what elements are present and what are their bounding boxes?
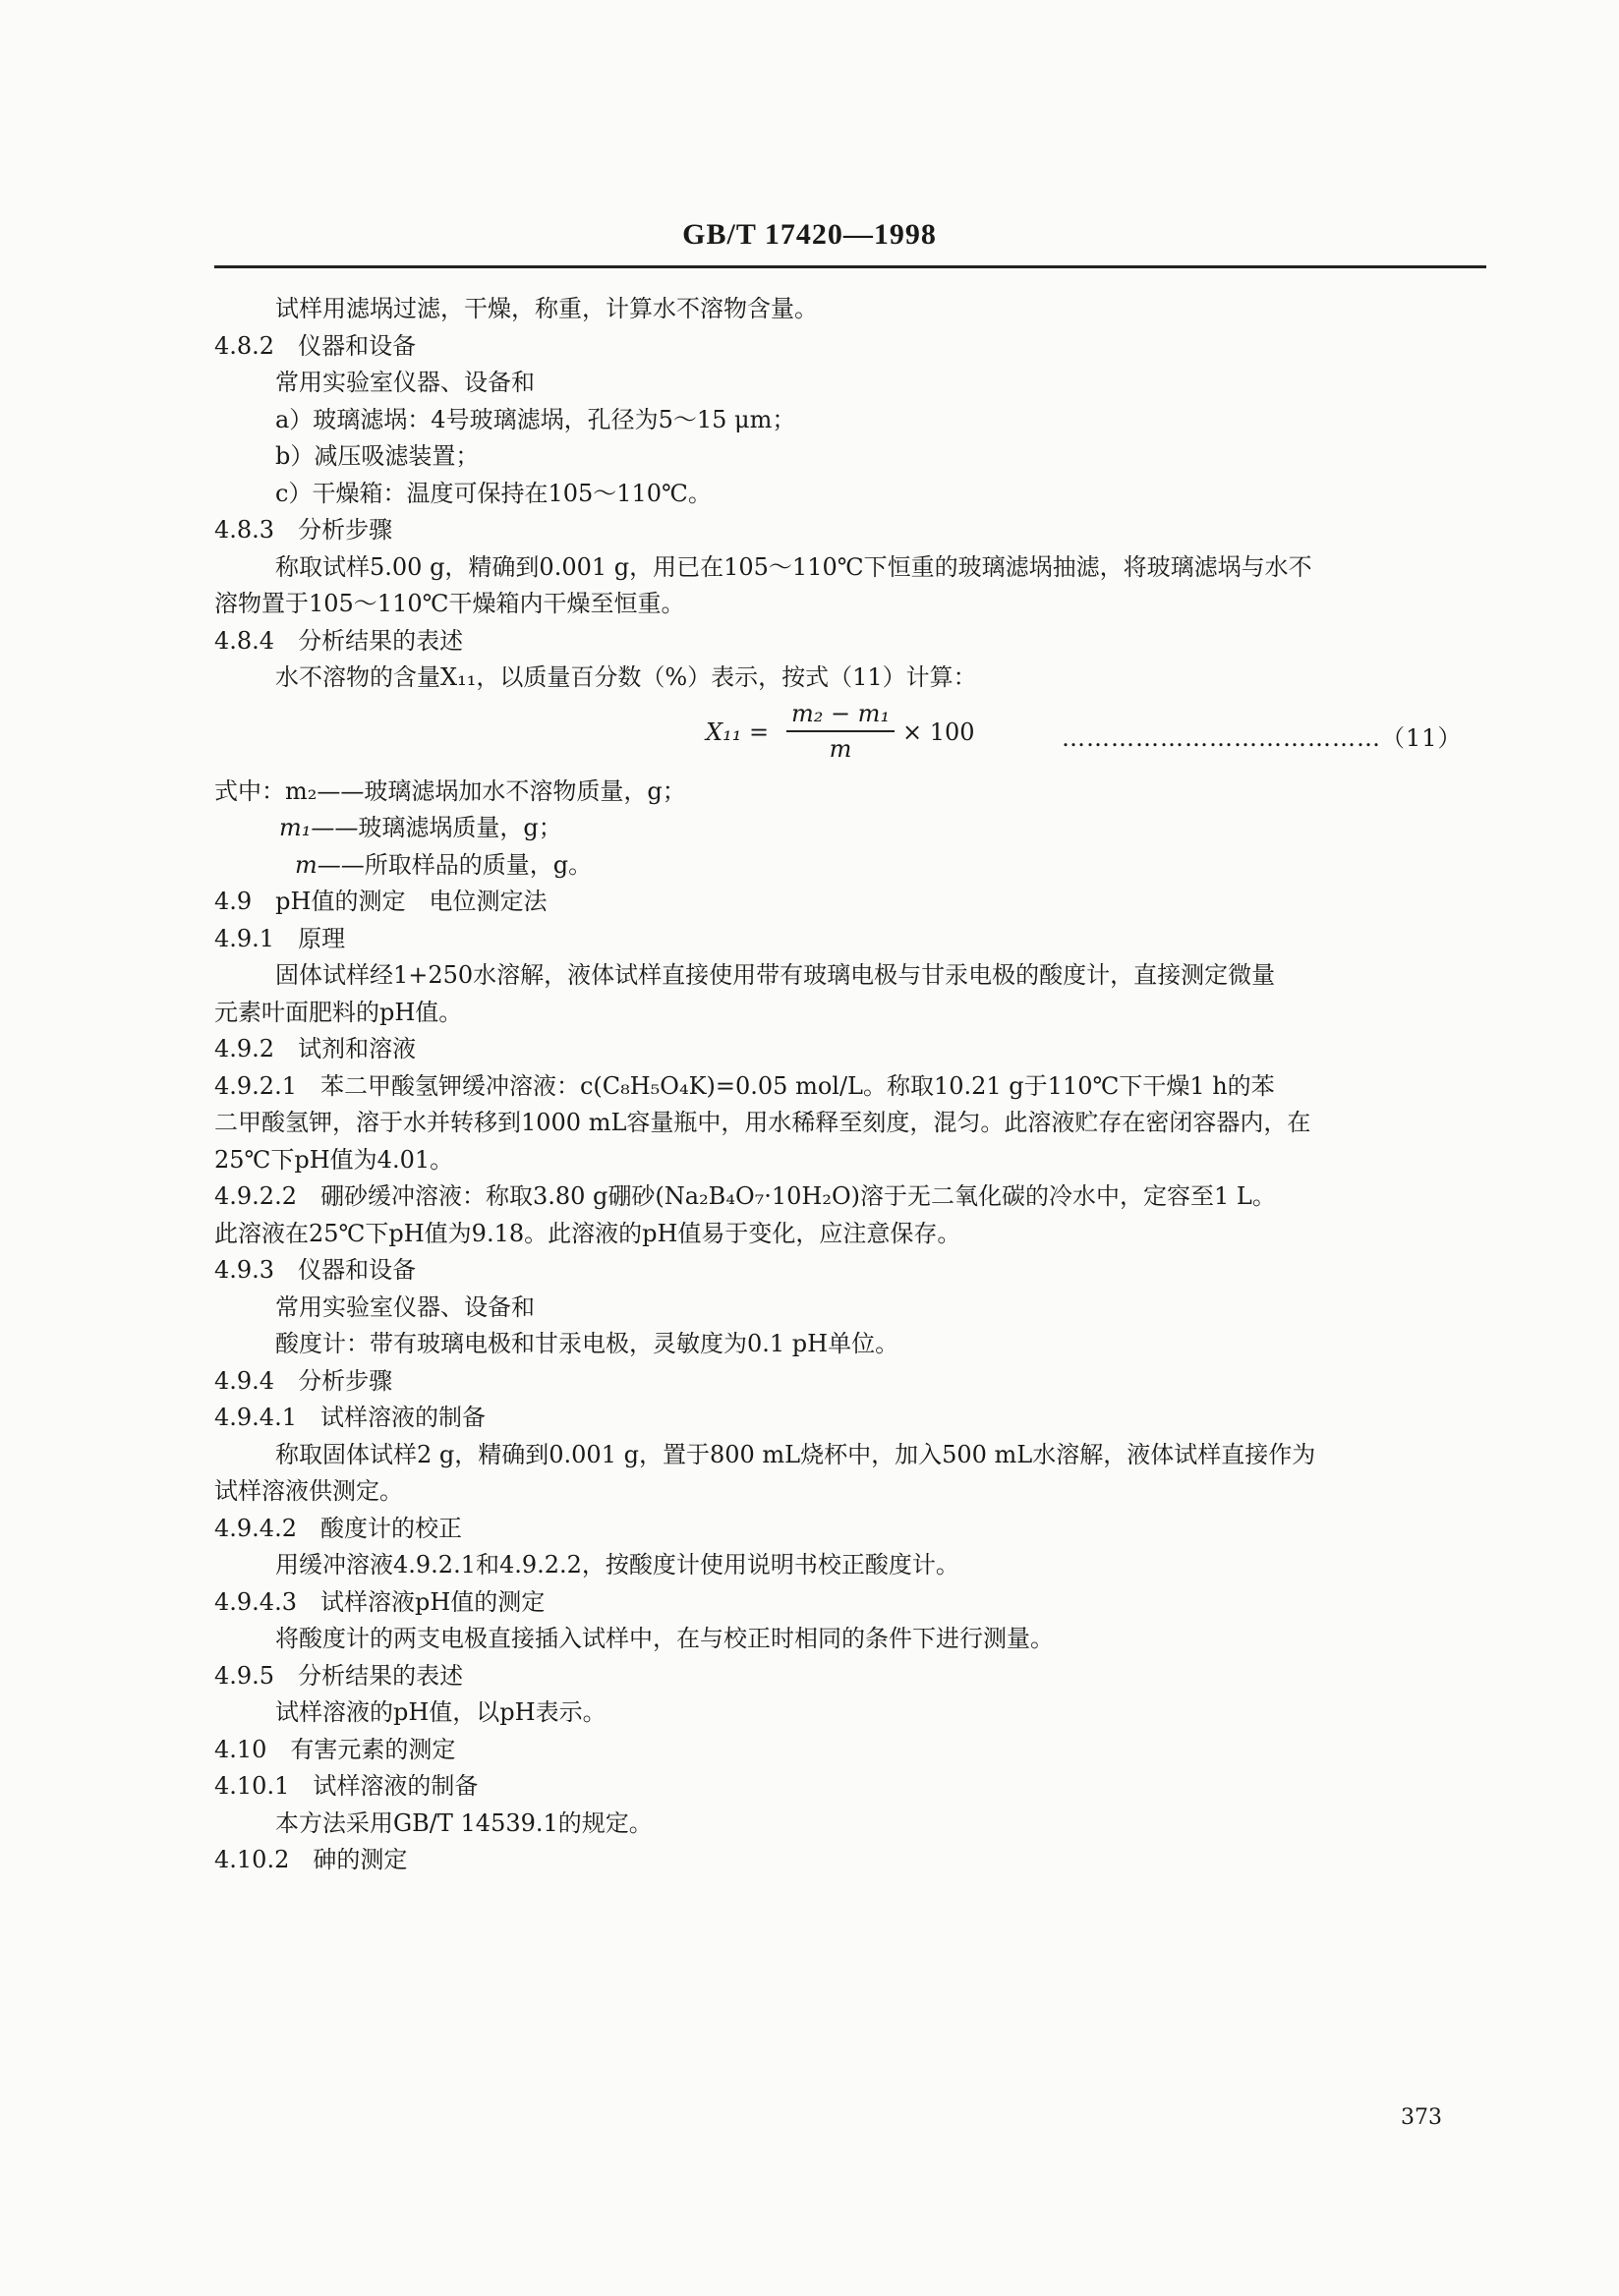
list-item: a）玻璃滤埚：4号玻璃滤埚，孔径为5～15 μm； <box>275 405 796 433</box>
paragraph-line: 将酸度计的两支电极直接插入试样中，在与校正时相同的条件下进行测量。 <box>275 1625 1054 1652</box>
section-heading: 4.8.2 仪器和设备 <box>214 331 417 360</box>
list-item: c）干燥箱：温度可保持在105～110℃。 <box>275 479 712 507</box>
formula-lhs: X₁₁ = <box>706 718 770 746</box>
section-heading: 4.9.4.1 试样溶液的制备 <box>214 1404 486 1431</box>
section-heading: 4.10.1 试样溶液的制备 <box>214 1772 479 1800</box>
where-line <box>214 774 1486 811</box>
paragraph-line: 4.9.2.2 硼砂缓冲溶液：称取3.80 g硼砂(Na₂B₄O₇·10H₂O)溶于无二氧化碳的冷水中，定容至1 L。 <box>214 1182 1276 1210</box>
document-header: GB/T 17420—1998 <box>682 218 937 251</box>
paragraph-line: 溶物置于105～110℃干燥箱内干燥至恒重。 <box>214 590 685 617</box>
section-heading: 4.10.2 砷的测定 <box>214 1846 408 1873</box>
document-body <box>214 291 1486 1879</box>
where-desc: 玻璃滤埚质量，g； <box>358 814 562 841</box>
section-heading: 4.9.2 试剂和溶液 <box>214 1035 417 1062</box>
section-heading: 4.9.4 分析步骤 <box>214 1366 393 1395</box>
paragraph-line: 用缓冲溶液4.9.2.1和4.9.2.2，按酸度计使用说明书校正酸度计。 <box>275 1551 959 1578</box>
where-desc: 所取样品的质量，g。 <box>364 850 593 879</box>
formula-rhs: × 100 <box>902 718 975 746</box>
paragraph-line: 固体试样经1+250水溶解，液体试样直接使用带有玻璃电极与甘汞电极的酸度计，直接测定微量 <box>275 961 1276 989</box>
section-heading: 4.9.3 仪器和设备 <box>214 1256 417 1284</box>
formula-fraction <box>786 697 895 766</box>
paragraph-line: 试样用滤埚过滤，干燥，称重，计算水不溶物含量。 <box>275 295 818 322</box>
where-line <box>214 847 1486 885</box>
section-heading: 4.9.4.3 试样溶液pH值的测定 <box>214 1587 546 1616</box>
formula-number: （11） <box>1381 723 1463 752</box>
where-desc: 玻璃滤埚加水不溶物质量，g； <box>364 776 686 805</box>
formula-numerator: m₂ − m₁ <box>786 697 895 732</box>
where-symbol: m—— <box>295 850 365 879</box>
where-symbol: m₁—— <box>279 814 359 841</box>
paragraph-line: 称取试样5.00 g，精确到0.001 g，用已在105～110℃下恒重的玻璃滤埚抽滤，将玻璃滤埚与水不 <box>275 552 1312 581</box>
section-heading: 4.9.5 分析结果的表述 <box>214 1661 464 1690</box>
section-heading: 4.10 有害元素的测定 <box>214 1735 456 1763</box>
where-line <box>214 810 1486 847</box>
paragraph-line: 此溶液在25℃下pH值为9.18。此溶液的pH值易于变化，应注意保存。 <box>214 1219 961 1247</box>
where-symbol: 式中：m₂—— <box>214 776 365 805</box>
paragraph-line: 试样溶液供测定。 <box>214 1477 403 1505</box>
section-heading: 4.9.4.2 酸度计的校正 <box>214 1514 462 1542</box>
paragraph-line: 25℃下pH值为4.01。 <box>214 1145 454 1174</box>
paragraph-line: 二甲酸氢钾，溶于水并转移到1000 mL容量瓶中，用水稀释至刻度，混匀。此溶液贮存在密闭容器内，在 <box>214 1109 1311 1136</box>
formula-leader <box>1062 718 1463 753</box>
formula-dots: ………………………………… <box>1062 723 1381 752</box>
paragraph-line: 4.9.2.1 苯二甲酸氢钾缓冲溶液：c(C₈H₅O₄K)=0.05 mol/L。称取10.21 g于110℃下干燥1 h的苯 <box>214 1071 1275 1100</box>
section-heading: 4.8.3 分析步骤 <box>214 516 393 544</box>
paragraph-line: 本方法采用GB/T 14539.1的规定。 <box>275 1808 653 1837</box>
page-number: 373 <box>1401 2105 1442 2130</box>
paragraph-line: 常用实验室仪器、设备和 <box>275 1292 535 1321</box>
header-rule <box>214 265 1486 268</box>
paragraph-line: 称取固体试样2 g，精确到0.001 g，置于800 mL烧杯中，加入500 mL水溶解，液体试样直接作为 <box>275 1440 1316 1468</box>
section-heading: 4.8.4 分析结果的表述 <box>214 626 464 655</box>
paragraph-line: 常用实验室仪器、设备和 <box>275 369 535 396</box>
formula-11 <box>214 697 1486 774</box>
paragraph-line: 试样溶液的pH值，以pH表示。 <box>275 1698 607 1726</box>
paragraph-line: 酸度计：带有玻璃电极和甘汞电极，灵敏度为0.1 pH单位。 <box>275 1330 899 1357</box>
formula-denominator: m <box>829 734 852 763</box>
list-item: b）减压吸滤装置； <box>275 442 480 470</box>
paragraph-line: 元素叶面肥料的pH值。 <box>214 998 463 1026</box>
paragraph-line: 水不溶物的含量X₁₁，以质量百分数（%）表示，按式（11）计算： <box>275 663 977 691</box>
section-heading: 4.9 pH值的测定 电位测定法 <box>214 888 548 915</box>
section-heading: 4.9.1 原理 <box>214 924 346 952</box>
